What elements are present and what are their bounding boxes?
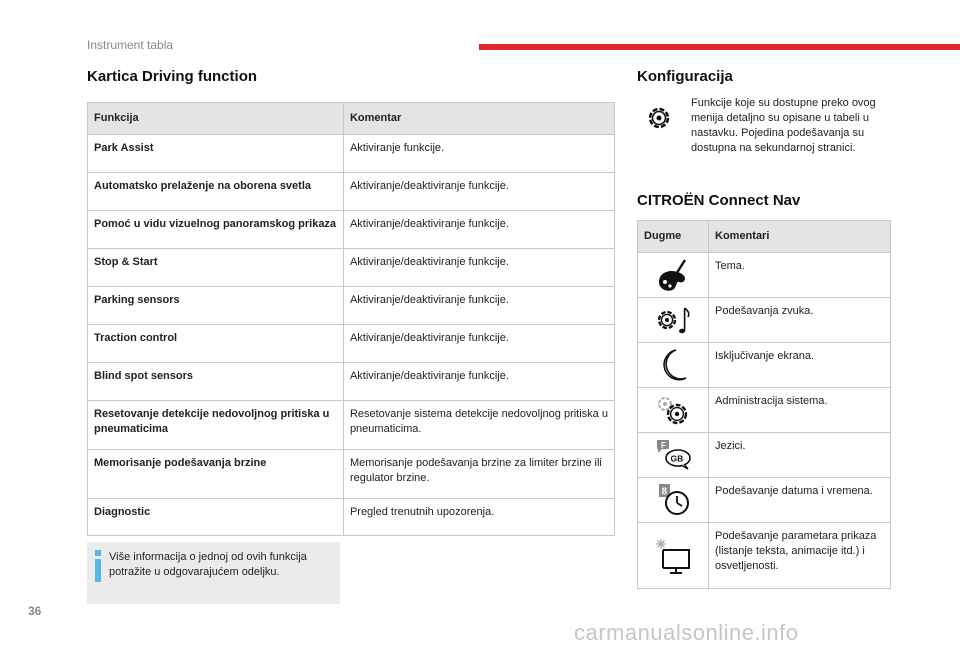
table-row bbox=[638, 298, 891, 343]
table-row bbox=[88, 135, 615, 173]
info-icon bbox=[95, 550, 101, 582]
button-comment: Podešavanja zvuka. bbox=[709, 298, 891, 343]
function-name: Stop & Start bbox=[88, 249, 344, 287]
function-comment: Resetovanje sistema detekcije nedovoljnog pritiska u pneumaticima. bbox=[343, 401, 614, 450]
table-row bbox=[638, 253, 891, 298]
button-comment: Administracija sistema. bbox=[709, 388, 891, 433]
function-name: Automatsko prelaženje na oborena svetla bbox=[88, 173, 344, 211]
page-number: 36 bbox=[28, 604, 42, 618]
moon-icon bbox=[651, 345, 695, 385]
column-header: Funkcija bbox=[88, 103, 344, 135]
table-row bbox=[88, 401, 615, 450]
language-bubbles-icon bbox=[651, 435, 695, 475]
function-comment: Aktiviranje/deaktiviranje funkcije. bbox=[343, 249, 614, 287]
palette-icon bbox=[651, 255, 695, 295]
function-name: Diagnostic bbox=[88, 499, 344, 536]
table-row bbox=[638, 523, 891, 589]
table-row bbox=[638, 388, 891, 433]
table-row bbox=[88, 325, 615, 363]
function-comment: Aktiviranje/deaktiviranje funkcije. bbox=[343, 325, 614, 363]
table-row bbox=[88, 211, 615, 249]
calendar-day-label: 8 bbox=[661, 486, 668, 498]
table-row bbox=[88, 249, 615, 287]
button-comment: Podešavanje parametara prikaza (listanje teksta, animacije itd.) i osvetljenosti. bbox=[709, 523, 891, 589]
function-comment: Aktiviranje funkcije. bbox=[343, 135, 614, 173]
table-header-row bbox=[638, 221, 891, 253]
connect-nav-table bbox=[637, 220, 891, 589]
table-row bbox=[88, 173, 615, 211]
button-comment: Tema. bbox=[709, 253, 891, 298]
function-comment: Aktiviranje/deaktiviranje funkcije. bbox=[343, 287, 614, 325]
info-note-text: Više informacija o jednoj od ovih funkcija potražite u odgovarajućem odeljku. bbox=[109, 551, 307, 578]
table-row bbox=[638, 478, 891, 523]
function-comment: Aktiviranje/deaktiviranje funkcije. bbox=[343, 363, 614, 401]
function-comment: Aktiviranje/deaktiviranje funkcije. bbox=[343, 211, 614, 249]
function-name: Resetovanje detekcije nedovoljnog pritiska u pneumaticima bbox=[88, 401, 344, 450]
table-header-row bbox=[88, 103, 615, 135]
configuration-text: Funkcije koje su dostupne preko ovog menija detaljno su opisane u tabeli u nastavku. Pojedina podešavanja su dostupna na sekundarnoj stranici. bbox=[691, 97, 876, 154]
language-label-f: F bbox=[661, 441, 666, 450]
configuration-title: Konfiguracija bbox=[637, 68, 733, 85]
header-accent-bar bbox=[479, 44, 960, 50]
running-header: Instrument tabla bbox=[87, 38, 174, 52]
function-name: Traction control bbox=[88, 325, 344, 363]
column-header: Komentar bbox=[343, 103, 614, 135]
driving-function-table bbox=[87, 102, 615, 536]
function-comment: Aktiviranje/deaktiviranje funkcije. bbox=[343, 173, 614, 211]
column-header: Komentari bbox=[709, 221, 891, 253]
table-row bbox=[88, 363, 615, 401]
function-name: Memorisanje podešavanja brzine bbox=[88, 450, 344, 499]
function-name: Park Assist bbox=[88, 135, 344, 173]
button-comment: Jezici. bbox=[709, 433, 891, 478]
function-name: Pomoć u vidu vizuelnog panoramskog prikaza bbox=[88, 211, 344, 249]
table-row bbox=[88, 499, 615, 536]
column-header: Dugme bbox=[638, 221, 709, 253]
watermark: carmanualsonline.info bbox=[574, 620, 799, 645]
function-name: Blind spot sensors bbox=[88, 363, 344, 401]
connect-nav-title: CITROËN Connect Nav bbox=[637, 192, 801, 209]
table-row bbox=[638, 343, 891, 388]
gear-icon bbox=[645, 104, 673, 132]
double-gear-icon bbox=[651, 390, 695, 430]
button-comment: Isključivanje ekrana. bbox=[709, 343, 891, 388]
table-row bbox=[88, 287, 615, 325]
info-note bbox=[87, 542, 340, 604]
calendar-clock-icon bbox=[651, 480, 695, 520]
button-comment: Podešavanje datuma i vremena. bbox=[709, 478, 891, 523]
driving-function-title: Kartica Driving function bbox=[87, 68, 258, 85]
language-label-gb: GB bbox=[670, 453, 684, 464]
monitor-brightness-icon bbox=[651, 536, 695, 576]
function-name: Parking sensors bbox=[88, 287, 344, 325]
table-row bbox=[638, 433, 891, 478]
function-comment: Memorisanje podešavanja brzine za limiter brzine ili regulator brzine. bbox=[343, 450, 614, 499]
function-comment: Pregled trenutnih upozorenja. bbox=[343, 499, 614, 536]
table-row bbox=[88, 450, 615, 499]
gear-music-icon bbox=[651, 300, 695, 340]
